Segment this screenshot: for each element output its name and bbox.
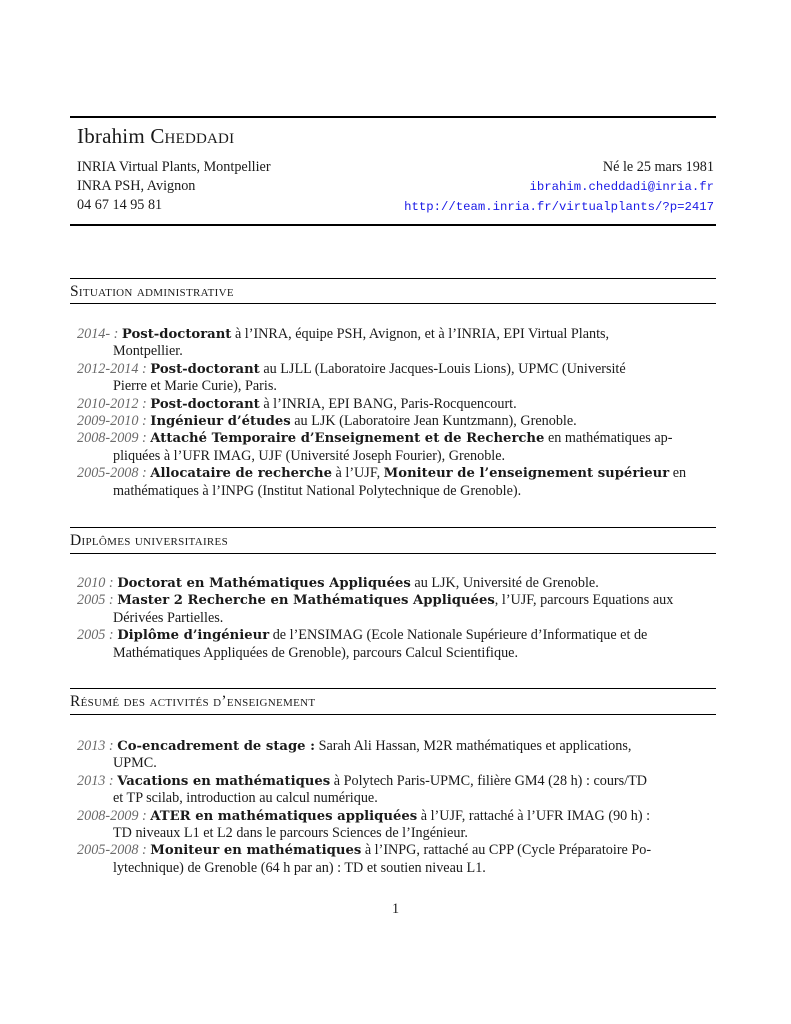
list-item [77, 575, 709, 592]
entry-continuation: Dérivées Partielles. [113, 609, 224, 626]
list-item [77, 326, 709, 361]
entry-text: à l’INRIA, EPI BANG, Paris-Rocquencourt. [259, 395, 517, 412]
entry-title: Doctorat en Mathématiques Appliquées [117, 576, 411, 591]
list-item [77, 842, 709, 877]
list-item [77, 773, 709, 808]
section-rule [70, 688, 716, 689]
header-address [77, 158, 271, 215]
list-item [77, 592, 709, 627]
entry-date: 2009-2010 : [77, 413, 147, 430]
entry-text: à l’INPG, rattaché au CPP (Cycle Préparatoire Po- [361, 842, 652, 859]
entry-title: Moniteur en mathématiques [150, 843, 362, 859]
list-item [77, 396, 709, 413]
entry-continuation: UPMC. [113, 755, 157, 772]
entry-date: 2013 : [77, 738, 114, 754]
entry-title: Attaché Temporaire d’Enseignement et de Recherche [150, 431, 545, 447]
address-line: INRIA Virtual Plants, Montpellier [77, 159, 271, 175]
entry-continuation: et TP scilab, introduction au calcul numérique. [113, 790, 378, 807]
entry-title: ATER en mathématiques appliquées [150, 808, 418, 824]
entry-text: à l’UJF, rattaché à l’UFR IMAG (90 h) : [417, 807, 651, 824]
entry-title: Diplôme d’ingénieur [117, 628, 270, 644]
entry-continuation: Mathématiques Appliquées de Grenoble), parcours Calcul Scientifique. [113, 644, 519, 661]
entry-date: 2005 : [77, 592, 114, 609]
diplomes-entries [77, 575, 709, 662]
entry-title-secondary: Moniteur de l’enseignement supérieur [383, 466, 670, 482]
entry-date: 2005-2008 : [77, 465, 147, 482]
phone-number: 04 67 14 95 81 [77, 197, 163, 213]
entry-date: 2013 : [77, 772, 114, 789]
section-rule [70, 303, 716, 304]
email-link[interactable]: ibrahim.cheddadi@inria.fr [529, 180, 714, 194]
last-name: Cheddadi [150, 124, 235, 148]
entry-text: à l’INRA, équipe PSH, Avignon, et à l’INRIA, EPI Virtual Plants, [231, 326, 610, 342]
entry-date: 2005 : [77, 627, 114, 644]
entry-continuation: TD niveaux L1 et L2 dans le parcours Sciences de l’Ingénieur. [113, 825, 468, 842]
entry-text: au LJK, Université de Grenoble. [410, 575, 599, 591]
entry-continuation: lytechnique) de Grenoble (64 h par an) : TD et soutien niveau L1. [113, 859, 486, 876]
list-item [77, 361, 709, 396]
list-item [77, 430, 709, 465]
entry-continuation: pliquées à l’UFR IMAG, UJF (Université Joseph Fourier), Grenoble. [113, 447, 506, 464]
entry-date: 2014- : [77, 326, 119, 342]
section-rule [70, 278, 716, 279]
section-title-diplomes: Diplômes universitaires [70, 532, 228, 549]
list-item [77, 627, 709, 662]
entry-text: en mathématiques ap- [544, 430, 673, 447]
entry-title: Allocataire de recherche [150, 466, 332, 482]
entry-text: de l’ENSIMAG (Ecole Nationale Supérieure d’Informatique et de [269, 627, 648, 644]
list-item [77, 738, 709, 773]
entry-date: 2010 : [77, 575, 114, 591]
entry-continuation: Pierre et Marie Curie), Paris. [113, 378, 277, 395]
entry-date: 2012-2014 : [77, 360, 147, 377]
section-rule [70, 527, 716, 528]
homepage-link[interactable]: http://team.inria.fr/virtualplants/?p=2417 [404, 200, 714, 214]
entry-title: Vacations en mathématiques [117, 773, 331, 789]
section-title-enseignement: Résumé des activités d’enseignement [70, 693, 316, 710]
entry-text: en [669, 465, 687, 482]
header-bottom-rule [70, 224, 716, 226]
first-name: Ibrahim [77, 124, 145, 148]
entry-title: Ingénieur d’études [150, 414, 291, 430]
entry-text: , l’UJF, parcours Equations aux [494, 592, 674, 609]
enseignement-entries [77, 738, 709, 877]
entry-date: 2005-2008 : [77, 842, 147, 859]
section-title-situation: Situation administrative [70, 283, 234, 300]
address-line: INRA PSH, Avignon [77, 178, 196, 194]
header-contact [404, 158, 714, 217]
situation-entries [77, 326, 709, 500]
entry-text: au LJK (Laboratoire Jean Kuntzmann), Grenoble. [290, 413, 577, 430]
entry-text: Sarah Ali Hassan, M2R mathématiques et applications, [315, 738, 632, 754]
entry-date: 2008-2009 : [77, 807, 147, 824]
entry-title: Post-doctorant [150, 396, 260, 412]
entry-title: Post-doctorant [121, 327, 232, 342]
list-item [77, 413, 709, 430]
birth-date: Né le 25 mars 1981 [602, 159, 714, 175]
entry-text: au LJLL (Laboratoire Jacques-Louis Lions), UPMC (Université [259, 360, 626, 377]
entry-title: Master 2 Recherche en Mathématiques Appliquées [117, 593, 495, 609]
list-item [77, 465, 709, 500]
section-rule [70, 714, 716, 715]
entry-title: Co-encadrement de stage : [117, 739, 316, 754]
author-name [77, 124, 234, 149]
entry-title: Post-doctorant [150, 361, 260, 377]
section-rule [70, 553, 716, 554]
entry-date: 2010-2012 : [77, 395, 147, 412]
entry-continuation: mathématiques à l’INPG (Institut National Polytechnique de Grenoble). [113, 482, 522, 499]
list-item [77, 808, 709, 843]
entry-continuation: Montpellier. [113, 343, 183, 360]
entry-text: à Polytech Paris-UPMC, filière GM4 (28 h) : cours/TD [330, 772, 648, 789]
header-top-rule [70, 116, 716, 118]
page-number: 1 [391, 901, 400, 917]
entry-date: 2008-2009 : [77, 430, 147, 447]
entry-text: à l’UJF, [332, 465, 384, 482]
